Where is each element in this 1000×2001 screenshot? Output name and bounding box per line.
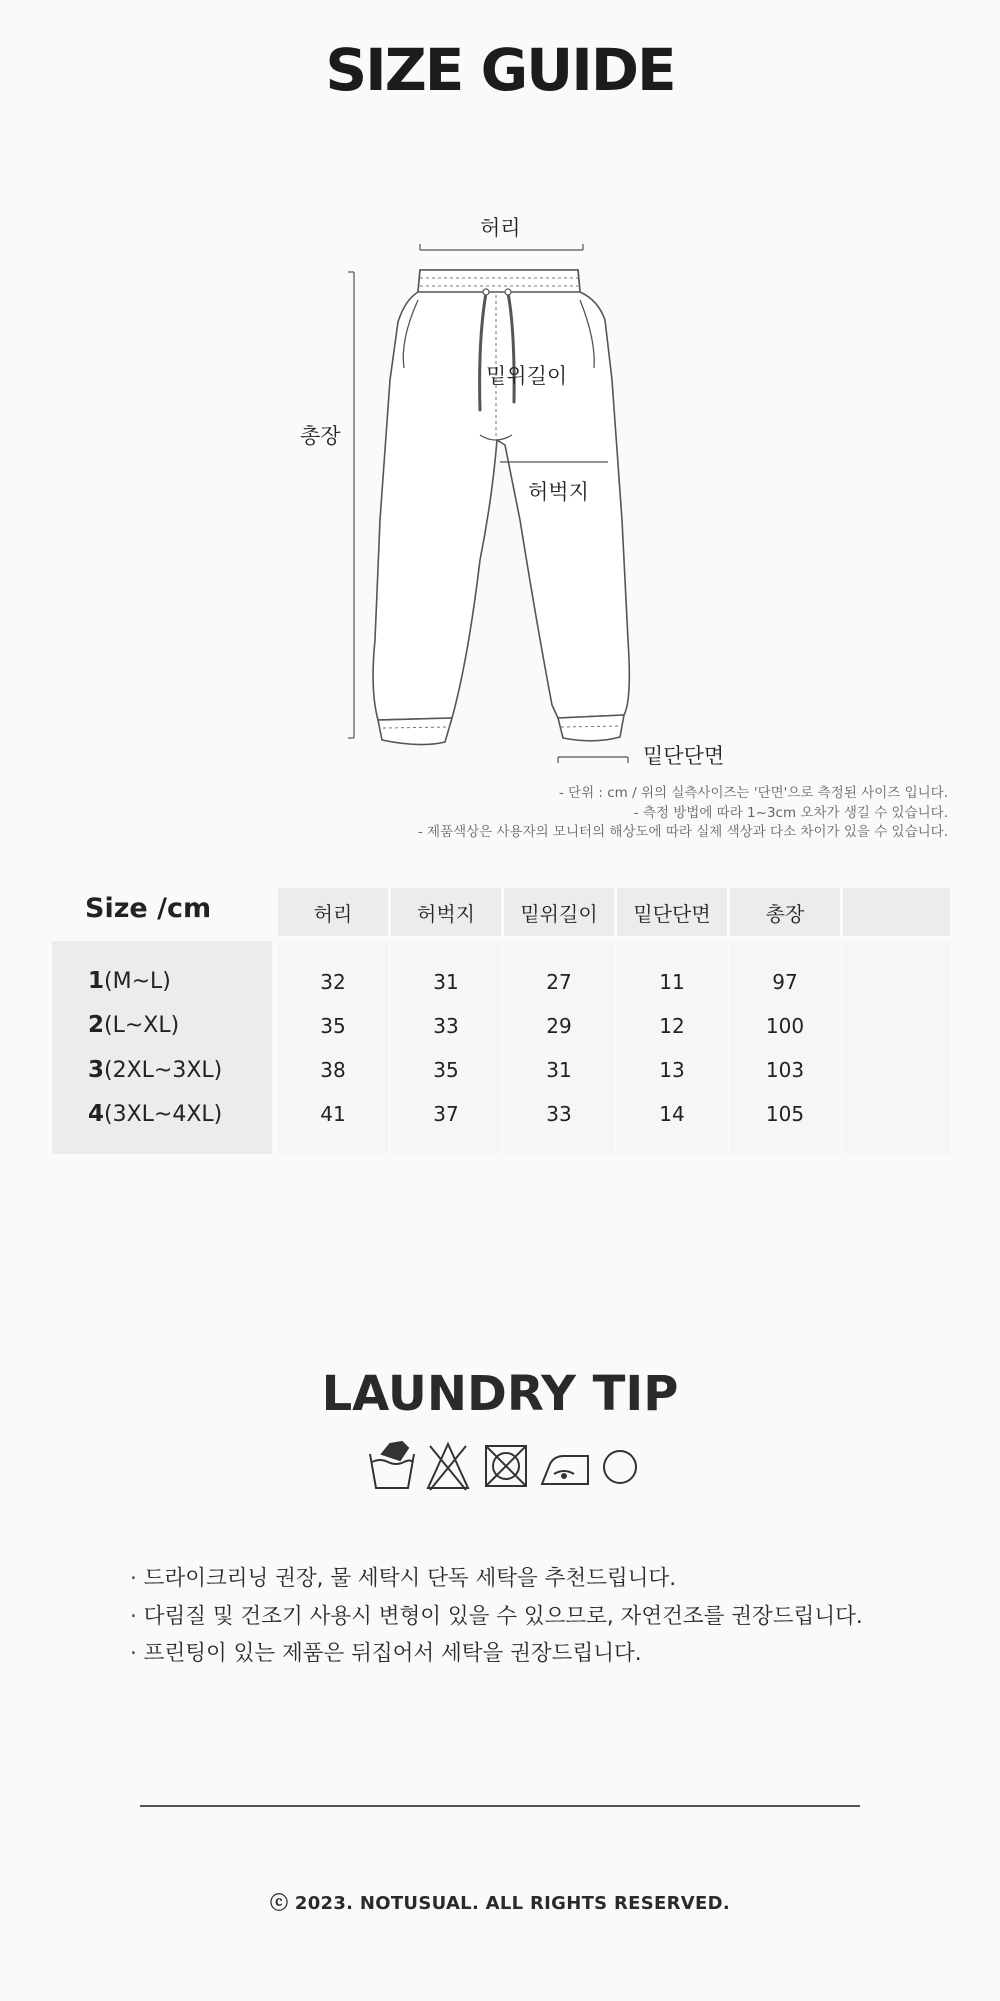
thigh-label: 허벅지 bbox=[528, 480, 589, 504]
size-row-label: 1(M~L) bbox=[88, 968, 171, 994]
note-line: - 단위 : cm / 위의 실측사이즈는 '단면'으로 측정된 사이즈 입니다. bbox=[558, 785, 948, 801]
table-cell: 100 bbox=[765, 1014, 805, 1038]
size-row-label: 4(3XL~4XL) bbox=[88, 1101, 223, 1127]
table-cell: 37 bbox=[433, 1102, 459, 1126]
low-iron-icon bbox=[542, 1456, 588, 1484]
table-cell: 29 bbox=[546, 1014, 572, 1038]
size-row-label: 3(2XL~3XL) bbox=[88, 1057, 223, 1083]
table-cell: 11 bbox=[659, 970, 685, 994]
size-guide-title: SIZE GUIDE bbox=[325, 36, 675, 104]
table-header-cell: 허벅지 bbox=[391, 888, 501, 936]
table-cell: 35 bbox=[433, 1058, 459, 1082]
note-line: - 제품색상은 사용자의 모니터의 해상도에 따라 실제 색상과 다소 차이가 있을 수 있습니다. bbox=[417, 824, 948, 840]
table-cell: 14 bbox=[659, 1102, 685, 1126]
no-bleach-icon bbox=[428, 1444, 468, 1490]
table-cell: 33 bbox=[433, 1014, 459, 1038]
laundry-tip-item: · 드라이크리닝 권장, 물 세탁시 단독 세탁을 추천드립니다. bbox=[130, 1560, 863, 1598]
laundry-tips-list bbox=[130, 1560, 863, 1673]
table-header-cell: 밑단단면 bbox=[617, 888, 727, 936]
table-header-cell bbox=[843, 888, 950, 936]
rise-label: 밑위길이 bbox=[486, 364, 568, 388]
table-cell: 12 bbox=[659, 1014, 685, 1038]
pants-measurement-diagram bbox=[0, 0, 1000, 860]
length-label: 총장 bbox=[300, 424, 341, 448]
waist-label: 허리 bbox=[480, 216, 521, 240]
table-cell: 38 bbox=[320, 1058, 346, 1082]
divider bbox=[140, 1805, 860, 1807]
measurement-notes bbox=[418, 784, 948, 843]
laundry-tip-item: · 프린팅이 있는 제품은 뒤집어서 세탁을 권장드립니다. bbox=[130, 1635, 863, 1673]
laundry-tip-item: · 다림질 및 건조기 사용시 변형이 있을 수 있으므로, 자연건조를 권장드립니다. bbox=[130, 1598, 863, 1636]
size-row-label: 2(L~XL) bbox=[88, 1012, 180, 1038]
table-cell: 97 bbox=[772, 970, 798, 994]
note-line: - 측정 방법에 따라 1~3cm 오차가 생길 수 있습니다. bbox=[633, 804, 948, 821]
table-cell: 13 bbox=[659, 1058, 685, 1082]
table-cell: 31 bbox=[433, 970, 459, 994]
table-cell: 105 bbox=[765, 1102, 805, 1126]
table-header-cell: 밑위길이 bbox=[504, 888, 614, 936]
table-cell: 33 bbox=[546, 1102, 572, 1126]
hand-wash-icon bbox=[370, 1442, 414, 1488]
table-cell: 27 bbox=[546, 970, 572, 994]
copyright-text: ⓒ 2023. NOTUSUAL. ALL RIGHTS RESERVED. bbox=[270, 1893, 730, 1914]
table-column bbox=[843, 941, 950, 1154]
size-table-corner-label: Size /cm bbox=[85, 893, 212, 924]
laundry-icons bbox=[368, 1440, 638, 1496]
laundry-tip-title: LAUNDRY TIP bbox=[321, 1366, 679, 1422]
table-cell: 35 bbox=[320, 1014, 346, 1038]
hem-label: 밑단단면 bbox=[643, 744, 725, 768]
table-header-cell: 허리 bbox=[278, 888, 388, 936]
table-cell: 41 bbox=[320, 1102, 346, 1126]
table-header-cell: 총장 bbox=[730, 888, 840, 936]
table-cell: 103 bbox=[765, 1058, 805, 1082]
table-cell: 31 bbox=[546, 1058, 572, 1082]
no-tumble-dry-icon bbox=[486, 1446, 526, 1486]
dry-clean-icon bbox=[604, 1451, 636, 1483]
table-cell: 32 bbox=[320, 970, 346, 994]
